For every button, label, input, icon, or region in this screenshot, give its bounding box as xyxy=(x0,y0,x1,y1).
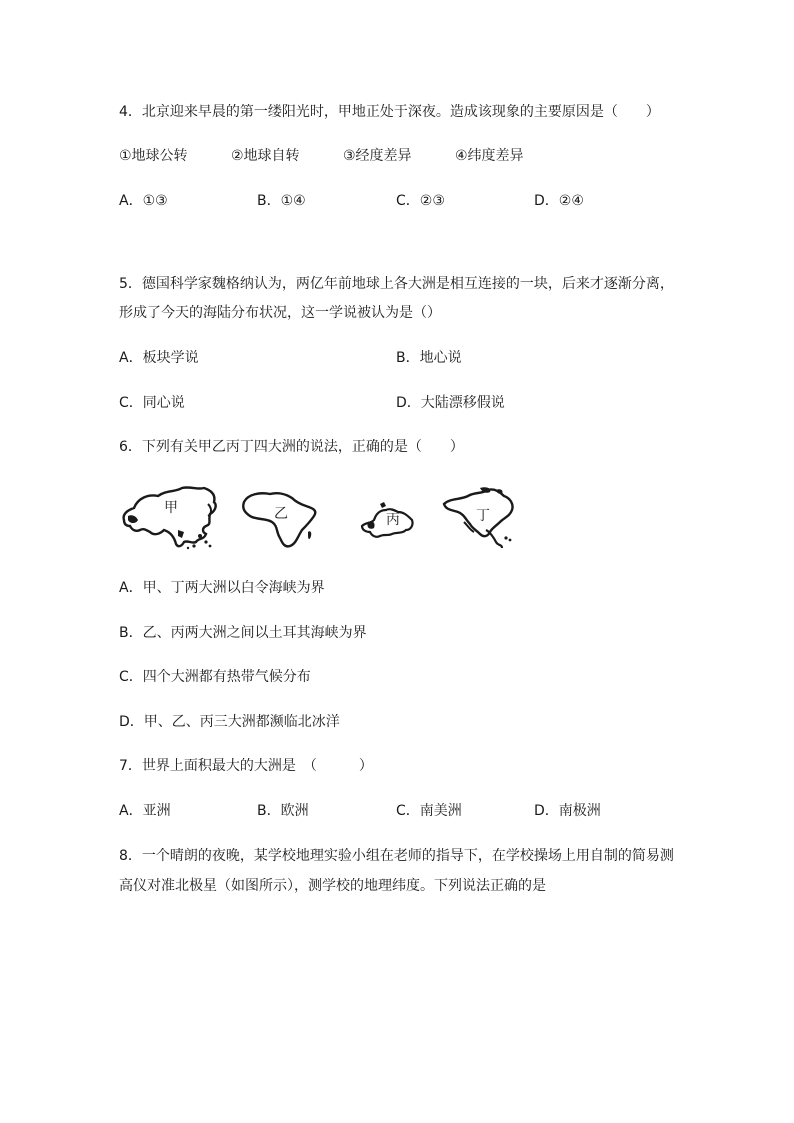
q6-option-b: B．乙、丙两大洲之间以土耳其海峡为界 xyxy=(119,625,367,641)
q4-option-d: D．②④ xyxy=(534,193,584,209)
q4-item-1: ①地球公转 xyxy=(119,148,188,164)
continent-map-yi xyxy=(238,488,322,550)
q4-item-2: ②地球自转 xyxy=(231,148,300,164)
q7-stem: 7．世界上面积最大的大洲是 （ ） xyxy=(119,758,373,774)
q5-stem-line1: 5．德国科学家魏格纳认为，两亿年前地球上各大洲是相互连接的一块，后来才逐渐分离， xyxy=(119,276,674,292)
q4-option-b: B．①④ xyxy=(257,193,306,209)
continent-map-bing xyxy=(358,500,416,540)
q6-stem: 6．下列有关甲乙丙丁四大洲的说法，正确的是（ ） xyxy=(119,439,464,455)
continent-map-jia xyxy=(118,484,220,552)
q7-option-c: C．南美洲 xyxy=(396,803,462,819)
q5-option-a: A．板块学说 xyxy=(119,350,199,366)
map-label-bing: 丙 xyxy=(386,512,400,528)
q5-option-b: B．地心说 xyxy=(396,350,462,366)
q8-stem-line1: 8．一个晴朗的夜晚，某学校地理实验小组在老师的指导下，在学校操场上用自制的简易测 xyxy=(119,848,674,864)
map-label-yi: 乙 xyxy=(274,506,288,522)
q5-option-d: D．大陆漂移假说 xyxy=(396,395,505,411)
q4-stem: 4．北京迎来早晨的第一缕阳光时，甲地正处于深夜。造成该现象的主要原因是（ ） xyxy=(119,104,660,120)
q6-option-a: A．甲、丁两大洲以白令海峡为界 xyxy=(119,580,325,596)
q7-option-a: A．亚洲 xyxy=(119,803,171,819)
eurasia-outline-icon xyxy=(118,484,220,552)
q4-option-c: C．②③ xyxy=(396,193,445,209)
q4-option-a: A．①③ xyxy=(119,193,168,209)
q7-option-d: D．南极洲 xyxy=(534,803,601,819)
q7-option-b: B．欧洲 xyxy=(257,803,309,819)
map-label-ding: 丁 xyxy=(476,508,490,524)
q4-item-3: ③经度差异 xyxy=(343,148,412,164)
continent-map-ding xyxy=(440,484,520,550)
q6-option-c: C．四个大洲都有热带气候分布 xyxy=(119,669,311,685)
q6-option-d: D．甲、乙、丙三大洲都濒临北冰洋 xyxy=(119,714,340,730)
map-label-jia: 甲 xyxy=(164,500,178,516)
q5-stem-line2: 形成了今天的海陆分布状况，这一学说被认为是（） xyxy=(119,305,441,321)
q5-option-c: C．同心说 xyxy=(119,395,185,411)
q4-item-4: ④纬度差异 xyxy=(455,148,524,164)
q8-stem-line2: 高仪对准北极星（如图所示），测学校的地理纬度。下列说法正确的是 xyxy=(119,878,546,894)
